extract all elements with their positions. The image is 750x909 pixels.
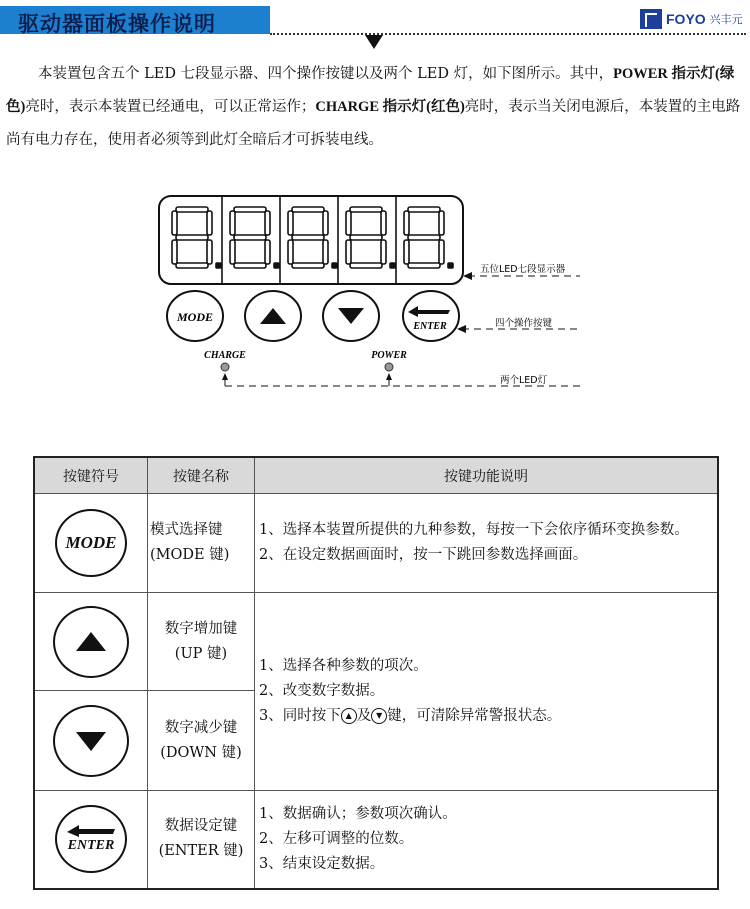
down-name: 数字减少键 — [164, 719, 238, 736]
display-callout-label: 五位LED七段显示器 — [480, 264, 566, 275]
up-name-cell — [148, 593, 255, 691]
down-symbol-cell — [34, 691, 148, 791]
mode-name: 模式选择键 — [150, 522, 223, 538]
enter-name: 数据设定键 — [164, 818, 238, 835]
intro-p3: 亮时，表示当关闭电源后，本装置的主电路尚有电力存在，使用者必须等到此灯全暗后才可拆装电线。 — [6, 99, 741, 148]
enter-func-2: 2、左移可调整的位数。 — [259, 830, 414, 847]
power-led-label: POWER — [371, 350, 407, 361]
seven-segment-digit — [404, 207, 453, 268]
mode-key-label: MODE — [176, 310, 214, 324]
enter-symbol-cell — [34, 791, 148, 889]
up-name: 数字增加键 — [164, 620, 238, 637]
keys-callout-label: 四个操作按键 — [495, 318, 553, 329]
mode-name-cell — [148, 494, 255, 593]
keys-callout-arrow — [457, 325, 466, 333]
updown-func-3b: 及 — [356, 708, 372, 724]
down-triangle-icon — [365, 35, 383, 49]
seven-segment-digit — [172, 207, 221, 268]
updown-func-3a: 3、同时按下 — [259, 708, 341, 724]
intro-p1: 本装置包含五个 LED 七段显示器、四个操作按键以及两个 LED 灯，如下图所示。其中， — [38, 66, 614, 82]
brand-logo — [640, 8, 743, 30]
enter-key-icon — [55, 805, 127, 873]
up-name-en: (UP 键) — [174, 645, 228, 662]
table-header-row — [34, 457, 718, 494]
updown-func-1: 1、选择各种参数的项次。 — [259, 658, 428, 674]
enter-name-en: (ENTER 键) — [158, 843, 244, 860]
updown-func-cell — [255, 593, 719, 791]
panel-diagram — [150, 190, 590, 400]
intro-paragraph — [6, 58, 744, 157]
title-bar — [0, 6, 270, 34]
enter-key-label: ENTER — [413, 321, 447, 332]
header-key-name: 按键名称 — [148, 457, 255, 494]
mini-up-icon: ▲ — [341, 708, 357, 724]
power-led-arrow — [386, 373, 392, 380]
down-name-en: (DOWN 键) — [160, 744, 242, 761]
down-key[interactable] — [323, 291, 379, 341]
leds-callout-label: 两个LED灯 — [500, 375, 548, 386]
display-callout-arrow — [463, 272, 472, 280]
intro-p2: 亮时，表示本装置已经通电，可以正常运作； — [25, 99, 316, 115]
header-key-symbol: 按键符号 — [34, 457, 148, 494]
charge-led — [221, 363, 229, 371]
charge-led-arrow — [222, 373, 228, 380]
power-indicator-label: POWER 指示灯(绿色) — [6, 66, 735, 115]
seven-segment-digit — [230, 207, 279, 268]
table-row-up — [34, 593, 718, 691]
up-key-icon — [53, 606, 129, 678]
updown-func-3 — [259, 704, 717, 729]
enter-func-1: 1、数据确认；参数项次确认。 — [259, 805, 457, 822]
mini-down-icon: ▼ — [371, 708, 387, 724]
seven-segment-digit — [346, 207, 395, 268]
enter-key[interactable] — [403, 291, 459, 341]
logo-cn-text: 兴丰元 — [709, 13, 743, 26]
mode-symbol-cell — [34, 494, 148, 593]
enter-icon-label: ENTER — [67, 838, 115, 854]
up-symbol-cell — [34, 593, 148, 691]
seven-segment-digit — [288, 207, 337, 268]
mode-icon-label: MODE — [65, 533, 117, 552]
down-name-cell — [148, 691, 255, 791]
up-key[interactable] — [245, 291, 301, 341]
page-title: 驱动器面板操作说明 — [18, 12, 216, 36]
foyo-logo-icon — [640, 9, 662, 29]
enter-arrow-icon-large — [65, 824, 117, 838]
table-row-mode — [34, 494, 718, 593]
key-function-table — [33, 456, 719, 890]
charge-indicator-label: CHARGE 指示灯(红色) — [315, 99, 465, 115]
down-triangle-icon — [76, 730, 106, 752]
enter-name-cell — [148, 791, 255, 889]
seven-segment-display — [172, 197, 453, 283]
down-key-icon — [53, 705, 129, 777]
updown-func-3c: 键，可清除异常警报状态。 — [387, 708, 562, 724]
header-key-function: 按键功能说明 — [255, 457, 719, 494]
mode-func-1: 1、选择本装置所提供的九种参数，每按一下会依序循环变换参数。 — [259, 522, 689, 538]
charge-led-label: CHARGE — [204, 350, 246, 361]
mode-key-icon — [55, 509, 127, 577]
mode-func-2: 2、在设定数据画面时，按一下跳回参数选择画面。 — [259, 547, 588, 563]
mode-key[interactable] — [167, 291, 223, 341]
mode-func-cell — [255, 494, 719, 593]
mode-name-en: (MODE 键) — [150, 547, 230, 563]
up-triangle-icon — [76, 631, 106, 653]
power-led — [385, 363, 393, 371]
logo-text: FOYO — [666, 11, 706, 27]
enter-func-cell — [255, 791, 719, 889]
table-row-enter — [34, 791, 718, 889]
updown-func-2: 2、改变数字数据。 — [259, 683, 385, 699]
title-dotted-divider — [270, 33, 746, 35]
enter-func-3: 3、结束设定数据。 — [259, 855, 385, 872]
